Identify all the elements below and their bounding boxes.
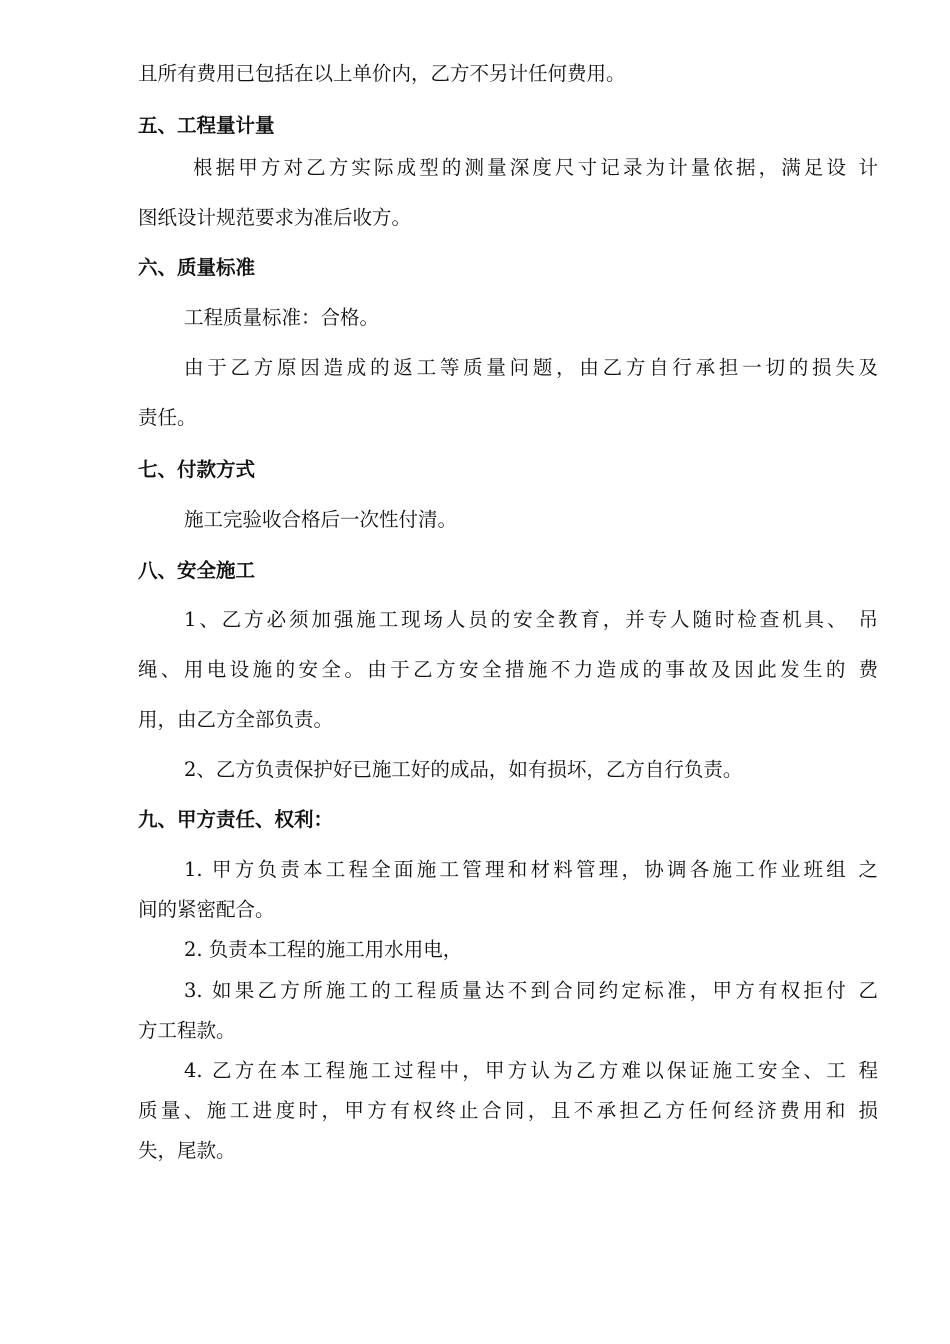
- paragraph-line: 且所有费用已包括在以上单价内，乙方不另计任何费用。: [138, 62, 626, 85]
- paragraph-line: 用，由乙方全部负责。: [138, 708, 334, 731]
- paragraph-line: 1. 甲方负责本工程全面施工管理和材料管理，协调各施工作业班组 之: [184, 858, 878, 881]
- section-heading-9: 九、甲方责任、权利：: [138, 808, 334, 831]
- paragraph-line: 责任。: [138, 406, 197, 429]
- paragraph-line: 失，尾款。: [138, 1139, 236, 1162]
- section-heading-7: 七、付款方式: [138, 458, 256, 481]
- paragraph-line: 2、乙方负责保护好已施工好的成品，如有损坏，乙方自行负责。: [184, 758, 743, 781]
- paragraph-line: 2. 负责本工程的施工用水用电，: [184, 938, 463, 961]
- paragraph-line: 质量、施工进度时，甲方有权终止合同，且不承担乙方任何经济费用和 损: [138, 1099, 878, 1122]
- paragraph-line: 由于乙方原因造成的返工等质量问题，由乙方自行承担一切的损失及: [184, 356, 878, 379]
- paragraph-line: 4. 乙方在本工程施工过程中，甲方认为乙方难以保证施工安全、工 程: [184, 1059, 878, 1082]
- paragraph-line: 图纸设计规范要求为准后收方。: [138, 206, 412, 229]
- section-heading-5: 五、工程量计量: [138, 114, 275, 137]
- section-heading-6: 六、质量标准: [138, 256, 256, 279]
- paragraph-line: 1、乙方必须加强施工现场人员的安全教育，并专人随时检查机具、 吊: [184, 608, 878, 631]
- paragraph-line: 3. 如果乙方所施工的工程质量达不到合同约定标准，甲方有权拒付 乙: [184, 979, 878, 1002]
- paragraph-line: 根据甲方对乙方实际成型的测量深度尺寸记录为计量依据，满足设 计: [193, 156, 878, 179]
- paragraph-line: 间的紧密配合。: [138, 898, 275, 921]
- paragraph-line: 施工完验收合格后一次性付清。: [184, 508, 458, 531]
- paragraph-line: 方工程款。: [138, 1019, 236, 1042]
- paragraph-line: 绳、用电设施的安全。由于乙方安全措施不力造成的事故及因此发生的 费: [138, 658, 878, 681]
- paragraph-line: 工程质量标准：合格。: [184, 306, 380, 329]
- section-heading-8: 八、安全施工: [138, 559, 256, 582]
